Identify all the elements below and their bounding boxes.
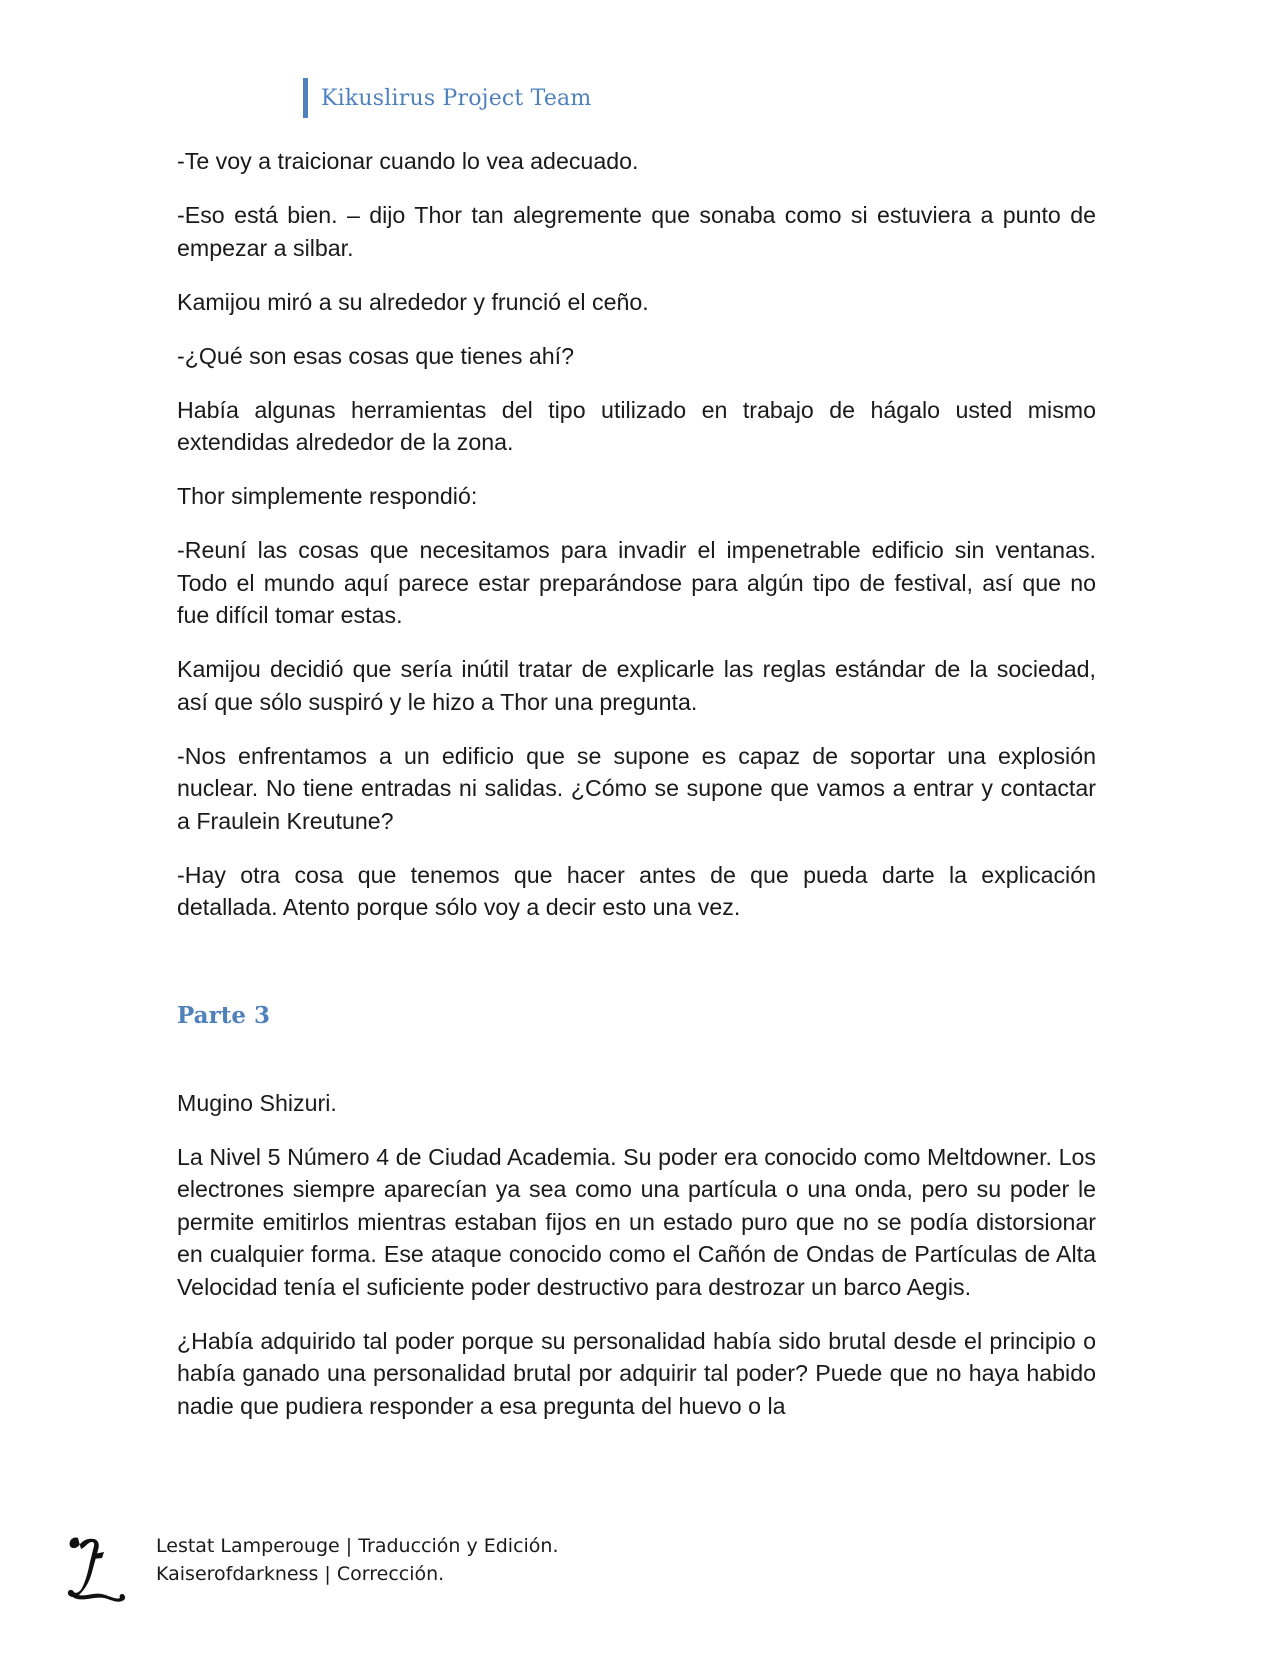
paragraph: -Eso está bien. – dijo Thor tan alegremente que sonaba como si estuviera a punto de empezar a silbar. xyxy=(177,202,1096,261)
paragraph: -Hay otra cosa que tenemos que hacer antes de que pueda darte la explicación detallada. Atento porque sólo voy a decir esto una vez. xyxy=(177,861,1096,920)
paragraph: Mugino Shizuri. xyxy=(177,1089,337,1116)
paragraph: -Nos enfrentamos a un edificio que se supone es capaz de soportar una explosión nuclear. No tiene entradas ni salidas. ¿Cómo se supone que vamos a entrar y contactar a Fraulein Kreutune? xyxy=(177,742,1096,834)
paragraph: Thor simplemente respondió: xyxy=(177,483,478,509)
page-header xyxy=(303,78,591,118)
document-body xyxy=(177,145,1096,1444)
header-title: Kikuslirus Project Team xyxy=(321,85,592,111)
paragraph: Kamijou decidió que sería inútil tratar de explicarle las reglas estándar de la sociedad, así que sólo suspiró y le hizo a Thor una pregunta. xyxy=(177,656,1096,715)
paragraph: Kamijou miró a su alrededor y frunció el ceño. xyxy=(177,288,649,315)
footer-credit-line: Lestat Lamperouge | Traducción y Edición. xyxy=(156,1535,559,1557)
paragraph: Había algunas herramientas del tipo utilizado en trabajo de hágalo usted mismo extendidas alrededor de la zona. xyxy=(177,396,1096,455)
paragraph: La Nivel 5 Número 4 de Ciudad Academia. Su poder era conocido como Meltdowner. Los electrones siempre aparecían ya sea como una partícula o una onda, pero su poder le permite emitirlos mientras estaban fijos en un estado puro que no se podía distorsionar en cualquier forma. Ese ataque conocido como el Cañón de Ondas de Partículas de Alta Velocidad tenía el suficiente poder destructivo para destrozar un barco Aegis. xyxy=(177,1143,1096,1300)
footer-credit-line: Kaiserofdarkness | Corrección. xyxy=(156,1563,445,1585)
footer-credits xyxy=(156,1532,559,1588)
paragraph: -¿Qué son esas cosas que tienes ahí? xyxy=(177,342,574,369)
header-accent-bar xyxy=(303,78,308,118)
section-heading: Parte 3 xyxy=(177,1001,270,1029)
paragraph: -Te voy a traicionar cuando lo vea adecuado. xyxy=(177,148,639,174)
page-footer xyxy=(64,1532,559,1608)
gothic-letter-l-icon xyxy=(64,1532,128,1608)
paragraph: ¿Había adquirido tal poder porque su personalidad había sido brutal desde el principio o había ganado una personalidad brutal por adquirir tal poder? Puede que no haya habido nadie que pudiera responder a esa pregunta del huevo o la xyxy=(177,1327,1096,1419)
paragraph: -Reuní las cosas que necesitamos para invadir el impenetrable edificio sin ventanas. Todo el mundo aquí parece estar preparándose para algún tipo de festival, así que no fue difícil tomar estas. xyxy=(177,537,1096,628)
